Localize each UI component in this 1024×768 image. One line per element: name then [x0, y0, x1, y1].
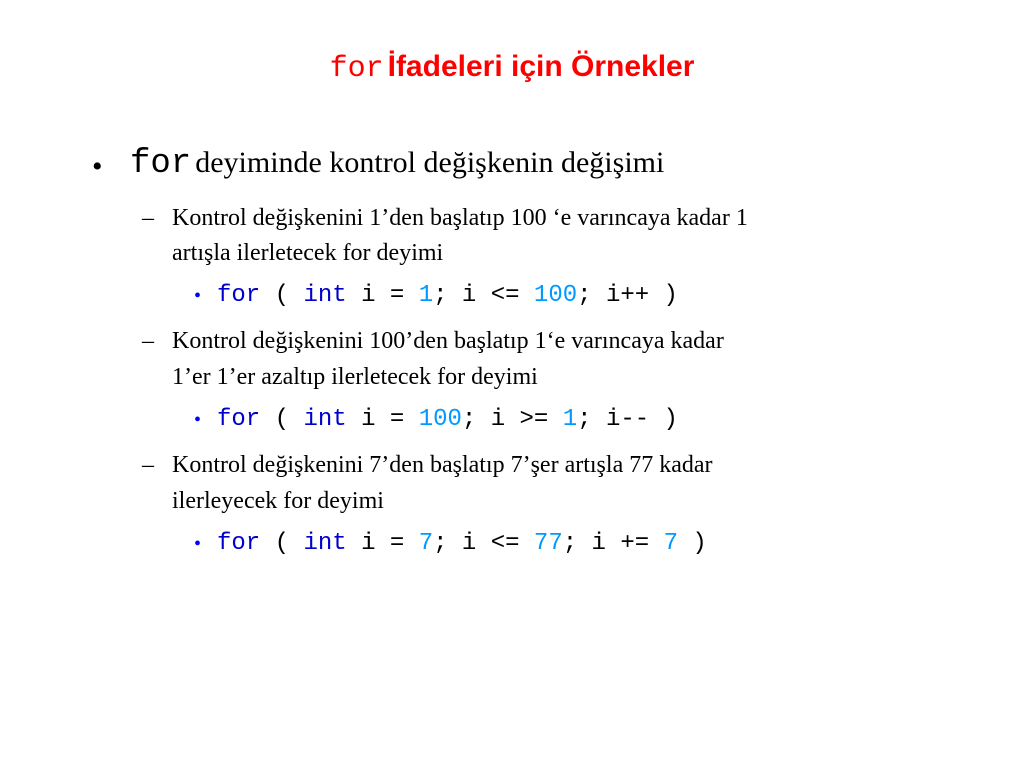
- code-line-3: [217, 530, 707, 557]
- code-paren: (: [274, 530, 290, 557]
- code-number: 7: [663, 530, 678, 557]
- code-marker: •: [194, 533, 202, 555]
- code-text: ; i-- ): [577, 406, 678, 433]
- code-paren: (: [274, 282, 290, 309]
- code-int-keyword: int: [303, 406, 347, 433]
- sub-marker: –: [142, 452, 154, 478]
- code-paren: (: [274, 406, 290, 433]
- sub-marker: –: [142, 328, 154, 354]
- title-text: İfadeleri için Örnekler: [387, 50, 695, 83]
- bullet-marker: •: [92, 150, 103, 183]
- sub-item-1-line2: artışla ilerletecek for deyimi: [172, 240, 444, 266]
- sub-marker: –: [142, 205, 154, 231]
- sub-item-3-line2: ilerleyecek for deyimi: [172, 488, 384, 514]
- sub-item-2-line1: Kontrol değişkenini 100’den başlatıp 1‘e varıncaya kadar: [172, 328, 724, 354]
- code-text: ; i <=: [433, 530, 520, 557]
- bullet-text: deyiminde kontrol değişkenin değişimi: [195, 146, 665, 179]
- sub-item-2-line2: 1’er 1’er azaltıp ilerletecek for deyimi: [172, 364, 538, 390]
- code-text: ; i >=: [461, 406, 549, 433]
- title-keyword: for: [329, 52, 384, 86]
- code-text: i =: [361, 282, 405, 309]
- code-marker: •: [194, 409, 202, 431]
- code-int-keyword: int: [303, 530, 347, 557]
- code-text: ; i++ ): [577, 282, 678, 309]
- code-text: ; i +=: [562, 530, 650, 557]
- code-number: 100: [533, 282, 578, 309]
- code-number: 100: [418, 406, 462, 433]
- code-paren: ): [692, 530, 707, 557]
- code-marker: •: [194, 285, 202, 307]
- sub-item-1-line1: Kontrol değişkenini 1’den başlatıp 100 ‘e varıncaya kadar 1: [172, 205, 748, 231]
- code-for-keyword: for: [217, 282, 261, 309]
- code-int-keyword: int: [303, 282, 347, 309]
- code-number: 77: [533, 530, 563, 557]
- code-text: i =: [361, 530, 405, 557]
- bullet-keyword: for: [130, 145, 192, 183]
- code-number: 7: [418, 530, 434, 557]
- code-text: ; i <=: [433, 282, 520, 309]
- code-line-2: [217, 406, 678, 433]
- code-number: 1: [562, 406, 578, 433]
- slide-title: [0, 50, 1024, 86]
- bullet-line: [130, 145, 664, 183]
- sub-item-3-line1: Kontrol değişkenini 7’den başlatıp 7’şer artışla 77 kadar: [172, 452, 713, 478]
- code-for-keyword: for: [217, 406, 261, 433]
- code-text: i =: [361, 406, 405, 433]
- code-for-keyword: for: [217, 530, 261, 557]
- code-line-1: [217, 282, 678, 309]
- code-number: 1: [418, 282, 434, 309]
